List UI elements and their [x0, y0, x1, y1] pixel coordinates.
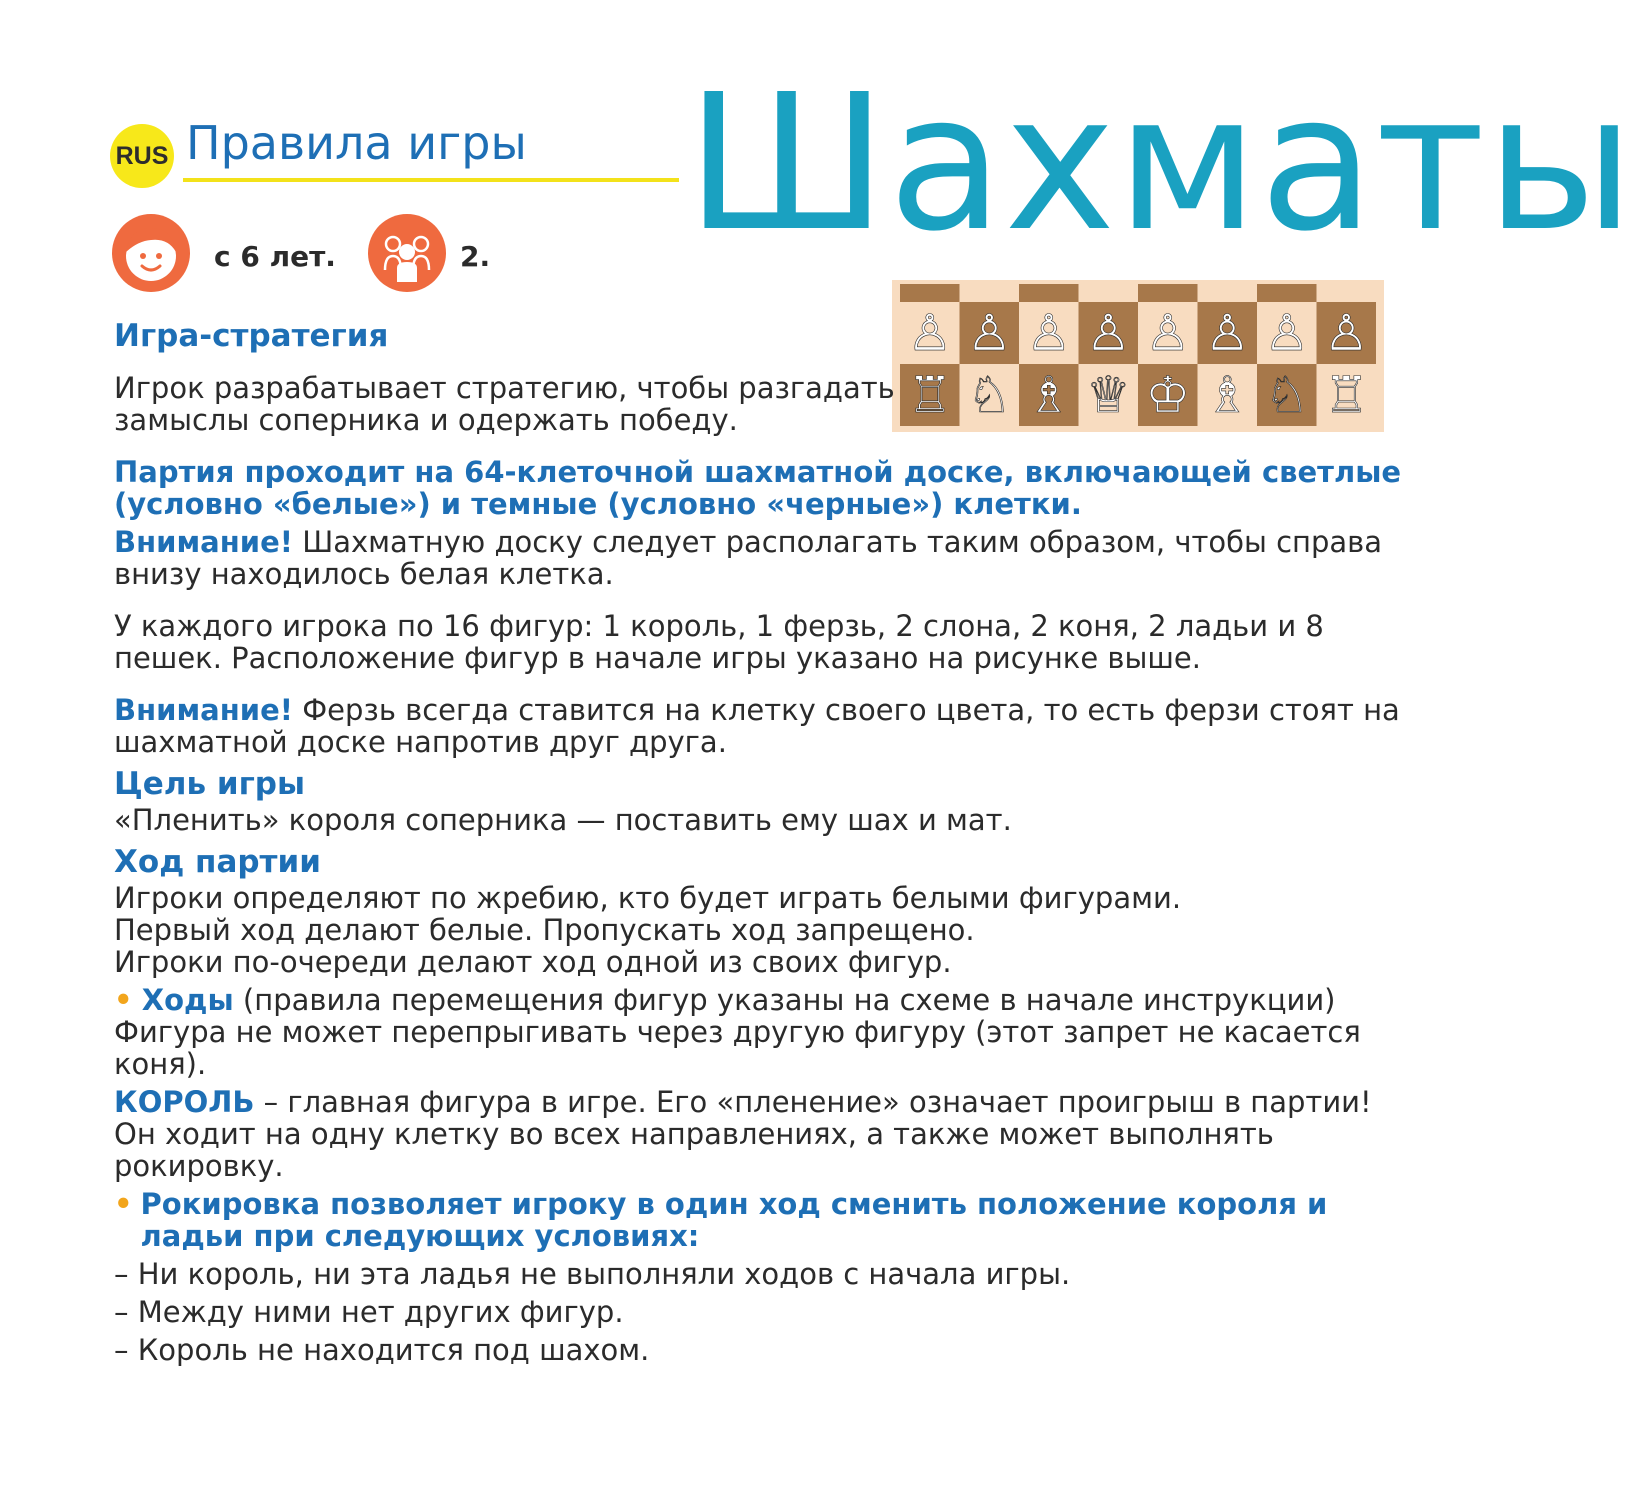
- castling-condition: – Король не находится под шахом.: [114, 1333, 650, 1367]
- bullet-icon: •: [114, 983, 133, 1017]
- castling-conditions: [114, 1258, 1404, 1366]
- attention-label: Внимание!: [114, 693, 293, 727]
- chess-piece-icon: ♙: [966, 304, 1012, 362]
- players-group-icon: [368, 214, 446, 292]
- course-heading: Ход партии: [114, 844, 321, 880]
- rules-content: [114, 316, 1404, 1366]
- chess-piece-icon: ♔: [1145, 366, 1191, 424]
- chess-piece-icon: ♙: [1204, 304, 1250, 362]
- chess-piece-icon: ♙: [907, 304, 953, 362]
- queen-attention: [114, 694, 1404, 758]
- king-paragraph: [114, 1086, 1404, 1182]
- board-attention-text: Шахматную доску следует располагать таким образом, чтобы справа внизу находилось белая клетка.: [114, 525, 1383, 591]
- pieces-text: У каждого игрока по 16 фигур: 1 король, 1 ферзь, 2 слона, 2 коня, 2 ладьи и 8 пешек. Расположение фигур в начале игры указано на рисунке выше.: [114, 609, 1324, 675]
- chess-piece-icon: ♗: [1204, 366, 1250, 424]
- child-face-icon: [112, 214, 190, 292]
- castling-text: Рокировка позволяет игроку в один ход сменить положение короля и ладьи при следующих условиях:: [140, 1187, 1328, 1253]
- strategy-heading: Игра-стратегия: [114, 318, 389, 354]
- chess-piece-icon: ♖: [907, 366, 953, 424]
- board-square: [1257, 284, 1317, 302]
- castling-paragraph: [114, 1188, 1404, 1252]
- king-label: КОРОЛЬ: [114, 1085, 255, 1119]
- course-line2: Первый ход делают белые. Пропускать ход запрещено.: [114, 913, 975, 947]
- board-square: [900, 284, 960, 302]
- title-underline: [183, 178, 679, 182]
- age-label: с 6 лет.: [214, 240, 336, 273]
- course-line1: Игроки определяют по жребию, кто будет играть белыми фигурами.: [114, 881, 1182, 915]
- moves-line: [114, 984, 1404, 1016]
- bullet-icon: •: [114, 1187, 133, 1221]
- castling-condition: – Между ними нет других фигур.: [114, 1295, 624, 1329]
- goal-heading: Цель игры: [114, 766, 306, 802]
- chess-piece-icon: ♙: [1085, 304, 1131, 362]
- chess-piece-icon: ♗: [1026, 366, 1072, 424]
- rules-subtitle: Правила игры: [186, 116, 527, 170]
- board-description: Партия проходит на 64-клеточной шахматной доске, включающей светлые (условно «белые») и темные (условно «черные») клетки.: [114, 455, 1402, 521]
- moves-rule: Фигура не может перепрыгивать через другую фигуру (этот запрет не касается коня).: [114, 1015, 1361, 1081]
- board-square: [1138, 284, 1198, 302]
- moves-label: Ходы: [141, 983, 234, 1017]
- players-label: 2.: [460, 240, 491, 273]
- board-square: [1079, 284, 1139, 302]
- strategy-text-line2: замыслы соперника и одержать победу.: [114, 403, 738, 437]
- strategy-text-line1: Игрок разрабатывает стратегию, чтобы разгадать: [114, 371, 895, 405]
- board-square: [1198, 284, 1258, 302]
- board-attention: [114, 526, 1404, 590]
- chess-piece-icon: ♙: [1264, 304, 1310, 362]
- chess-piece-icon: ♙: [1026, 304, 1072, 362]
- chess-piece-icon: ♘: [1264, 366, 1310, 424]
- language-badge: RUS: [110, 124, 174, 188]
- castling-condition: – Ни король, ни эта ладья не выполняли ходов с начала игры.: [114, 1257, 1071, 1291]
- goal-text: «Пленить» короля соперника — поставить ему шах и мат.: [114, 803, 1012, 837]
- moves-text: (правила перемещения фигур указаны на схеме в начале инструкции): [233, 983, 1336, 1017]
- chess-piece-icon: ♖: [1323, 366, 1369, 424]
- queen-attention-text: Ферзь всегда ставится на клетку своего цвета, то есть ферзи стоят на шахматной доске напротив друг друга.: [114, 693, 1400, 759]
- board-square: [1019, 284, 1079, 302]
- chess-piece-icon: ♙: [1323, 304, 1369, 362]
- board-square: [1317, 284, 1377, 302]
- king-text: – главная фигура в игре. Его «пленение» означает проигрыш в партии! Он ходит на одну клетку во всех направлениях, а также может выполнять рокировку.: [114, 1085, 1372, 1183]
- chess-piece-icon: ♕: [1085, 366, 1131, 424]
- board-square: [960, 284, 1020, 302]
- attention-label: Внимание!: [114, 525, 293, 559]
- game-title: Шахматы: [686, 54, 1635, 273]
- chess-piece-icon: ♙: [1145, 304, 1191, 362]
- course-line3: Игроки по-очереди делают ход одной из своих фигур.: [114, 945, 952, 979]
- chess-piece-icon: ♘: [966, 366, 1012, 424]
